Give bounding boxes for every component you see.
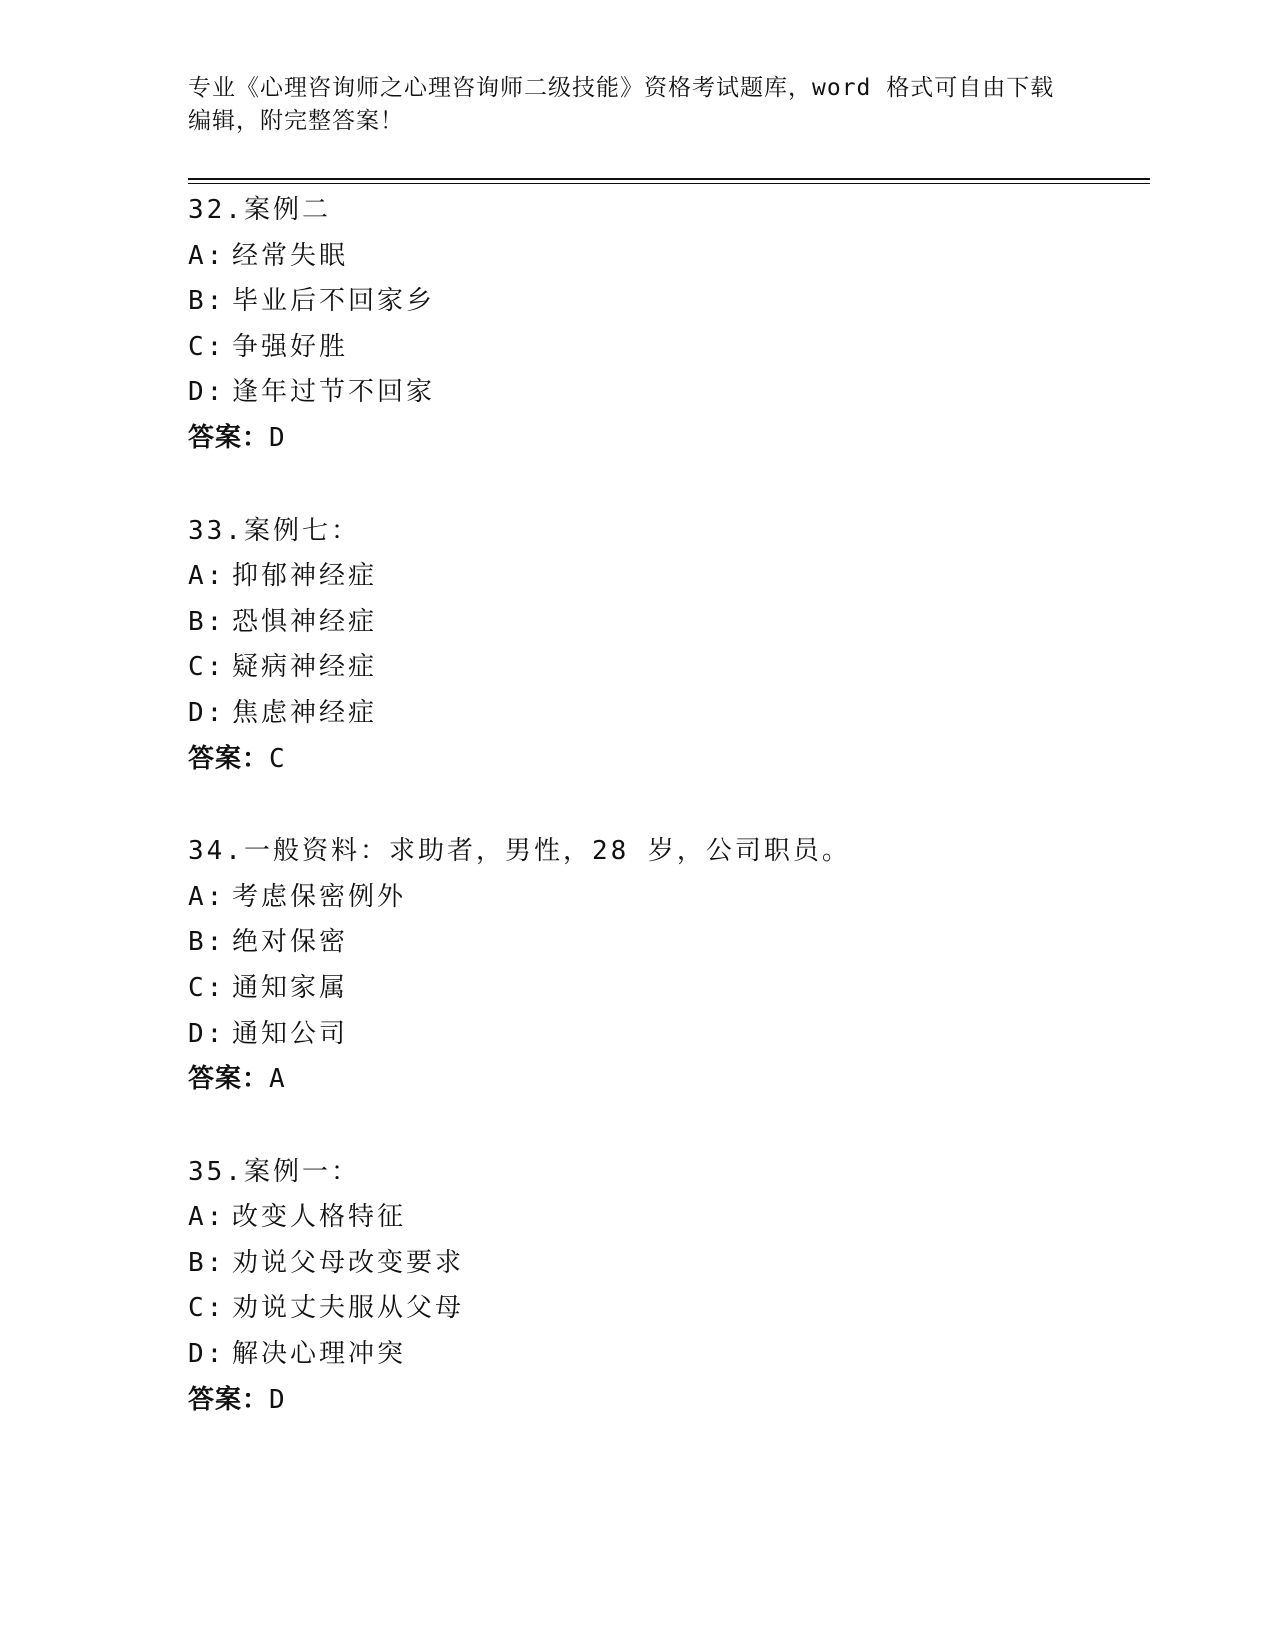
option-d: [188, 370, 1148, 416]
option-key: D:: [188, 1018, 226, 1049]
answer-line: [188, 1057, 1148, 1103]
answer-label: 答案：: [188, 743, 270, 774]
option-text: 经常失眠: [232, 240, 349, 271]
option-b: [188, 600, 1148, 646]
header-line-2: 编辑，附完整答案！: [188, 108, 404, 134]
answer-line: [188, 416, 1148, 462]
option-key: C:: [188, 652, 226, 683]
option-b: [188, 279, 1148, 325]
question-stem: 35.案例一：: [188, 1156, 360, 1187]
answer-label: 答案：: [188, 422, 270, 453]
question-stem: 33.案例七：: [188, 515, 360, 546]
question-stem: 34.一般资料：求助者，男性，28 岁，公司职员。: [188, 836, 851, 867]
header-divider-thick: [188, 178, 1150, 180]
option-a: [188, 1195, 1148, 1241]
document-header: [188, 72, 1088, 138]
option-key: A:: [188, 240, 226, 271]
answer-label: 答案：: [188, 1064, 270, 1095]
answer-label: 答案：: [188, 1384, 270, 1415]
option-text: 焦虑神经症: [232, 697, 378, 728]
option-text: 劝说父母改变要求: [232, 1247, 465, 1278]
question-item: [188, 1150, 1148, 1424]
option-key: A:: [188, 881, 226, 912]
option-key: A:: [188, 1202, 226, 1233]
option-key: B:: [188, 606, 226, 637]
option-text: 疑病神经症: [232, 652, 378, 683]
option-key: A:: [188, 561, 226, 592]
option-text: 绝对保密: [232, 927, 349, 958]
question-item: [188, 188, 1148, 462]
option-d: [188, 691, 1148, 737]
option-d: [188, 1012, 1148, 1058]
answer-value: C: [269, 743, 285, 774]
answer-value: D: [269, 1384, 285, 1415]
option-a: [188, 554, 1148, 600]
option-c: [188, 966, 1148, 1012]
option-text: 劝说丈夫服从父母: [232, 1293, 465, 1324]
answer-value: A: [269, 1064, 285, 1095]
option-text: 抑郁神经症: [232, 561, 378, 592]
answer-line: [188, 737, 1148, 783]
question-list: [188, 188, 1148, 1470]
option-key: D:: [188, 377, 226, 408]
option-key: D:: [188, 697, 226, 728]
option-key: D:: [188, 1339, 226, 1370]
option-text: 毕业后不回家乡: [232, 286, 436, 317]
question-stem: 32.案例二: [188, 195, 331, 225]
header-divider-thin: [188, 183, 1150, 184]
option-key: C:: [188, 972, 226, 1003]
option-a: [188, 875, 1148, 921]
question-item: [188, 509, 1148, 783]
option-key: C:: [188, 331, 226, 362]
option-key: B:: [188, 927, 226, 958]
option-c: [188, 645, 1148, 691]
option-d: [188, 1332, 1148, 1378]
option-b: [188, 1241, 1148, 1287]
option-text: 通知家属: [232, 972, 349, 1003]
option-text: 逢年过节不回家: [232, 377, 436, 408]
option-text: 考虑保密例外: [232, 881, 407, 912]
option-text: 恐惧神经症: [232, 606, 378, 637]
answer-line: [188, 1378, 1148, 1424]
option-key: C:: [188, 1293, 226, 1324]
option-c: [188, 325, 1148, 371]
option-b: [188, 920, 1148, 966]
option-c: [188, 1286, 1148, 1332]
header-line-1: 专业《心理咨询师之心理咨询师二级技能》资格考试题库，word 格式可自由下载: [188, 75, 1055, 101]
option-text: 改变人格特征: [232, 1202, 407, 1233]
answer-value: D: [269, 422, 285, 453]
option-key: B:: [188, 286, 226, 317]
option-text: 解决心理冲突: [232, 1339, 407, 1370]
question-item: [188, 829, 1148, 1103]
option-key: B:: [188, 1247, 226, 1278]
option-a: [188, 234, 1148, 280]
option-text: 争强好胜: [232, 331, 349, 362]
option-text: 通知公司: [232, 1018, 349, 1049]
